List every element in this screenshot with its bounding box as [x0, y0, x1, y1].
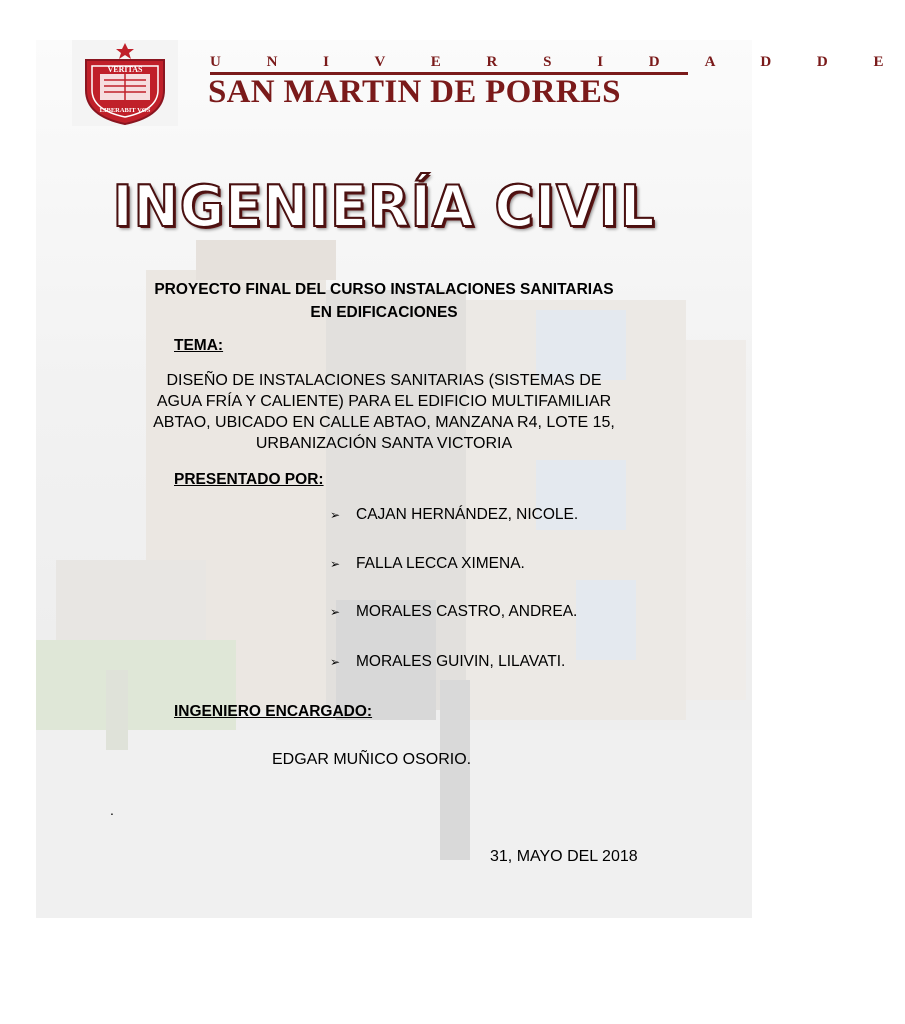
author-list-item: [330, 603, 577, 621]
tema-line-1: DISEÑO DE INSTALACIONES SANITARIAS (SISTEMAS DE: [166, 372, 602, 389]
university-name: SAN MARTIN DE PORRES: [208, 74, 621, 110]
tema-label: TEMA:: [174, 337, 224, 354]
author-name: FALLA LECCA XIMENA.: [356, 555, 525, 572]
university-header: [72, 40, 905, 126]
subtitle-line-2: EN EDIFICACIONES: [310, 304, 458, 321]
author-name: MORALES GUIVIN, LILAVATI.: [356, 653, 566, 670]
crest-motto-top: VERITAS: [107, 65, 143, 74]
subtitle-line-1: PROYECTO FINAL DEL CURSO INSTALACIONES SANITARIAS: [154, 281, 614, 298]
tema-line-3: ABTAO, UBICADO EN CALLE ABTAO, MANZANA R4, LOTE 15,: [153, 414, 615, 431]
tema-line-2: AGUA FRÍA Y CALIENTE) PARA EL EDIFICIO MULTIFAMILIAR: [156, 393, 612, 410]
author-list-item: [330, 555, 525, 573]
university-crest-logo: [72, 40, 178, 126]
university-line-1: U N I V E R S I D A D D E: [210, 54, 905, 70]
presentado-label: PRESENTADO POR:: [174, 471, 324, 488]
tema-line-4: URBANIZACIÓN SANTA VICTORIA: [255, 435, 513, 452]
bullet-arrow-icon: ➢: [330, 605, 341, 619]
author-name: MORALES CASTRO, ANDREA.: [356, 603, 578, 620]
document-date: 31, MAYO DEL 2018: [490, 848, 638, 865]
author-name: CAJAN HERNÁNDEZ, NICOLE.: [356, 506, 579, 523]
stray-dot: .: [110, 802, 114, 818]
ingeniero-label: INGENIERO ENCARGADO:: [174, 703, 373, 720]
background-campus-photo: [36, 40, 905, 918]
bullet-arrow-icon: ➢: [330, 655, 341, 669]
ingeniero-name: EDGAR MUÑICO OSORIO.: [272, 751, 472, 768]
crest-motto-bottom: LIBERABIT VOS: [99, 107, 151, 114]
author-list-item: [330, 653, 565, 671]
faculty-title: INGENIERÍA CIVIL: [112, 173, 656, 240]
bullet-arrow-icon: ➢: [330, 557, 341, 571]
author-list-item: [330, 506, 578, 524]
bullet-arrow-icon: ➢: [330, 508, 341, 522]
